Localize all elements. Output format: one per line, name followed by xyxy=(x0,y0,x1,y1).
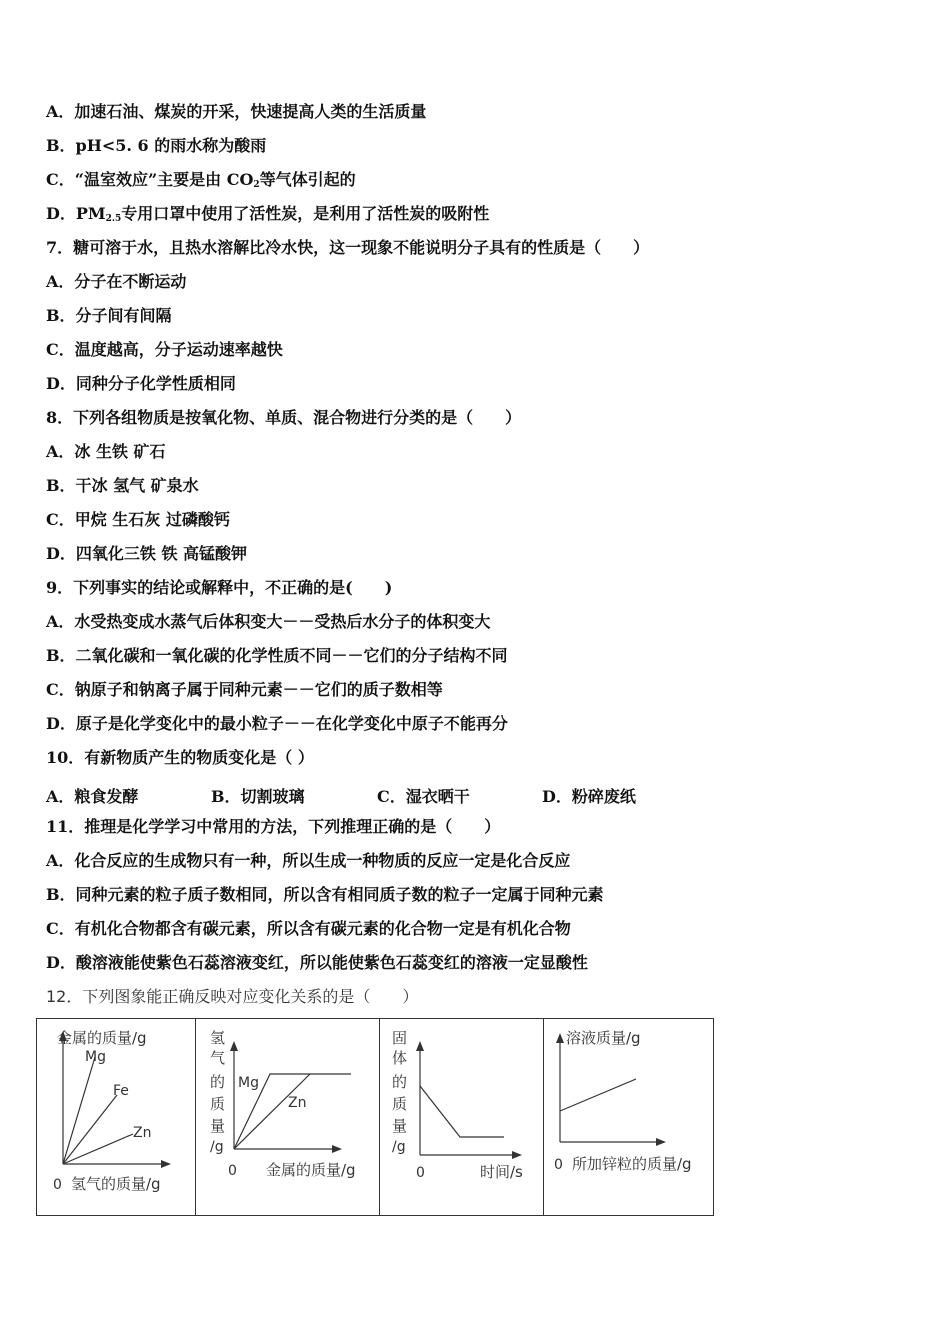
y-axis-label-char: 的 xyxy=(392,1073,408,1091)
y-axis-label-char: 体 xyxy=(392,1049,408,1067)
graph-solution-mass-vs-zinc xyxy=(544,1019,713,1215)
line-fe xyxy=(63,1095,117,1164)
pm-subscript: 2.5 xyxy=(105,214,122,224)
q6-option-d-rest: 专用口罩中使用了活性炭，是利用了活性炭的吸附性 xyxy=(121,204,490,223)
x-axis-arrow-icon xyxy=(332,1145,342,1153)
y-axis-label-char: 固 xyxy=(392,1029,408,1047)
q7-option-b: B．分子间有间隔 xyxy=(46,306,172,325)
line-zn xyxy=(63,1134,133,1164)
origin-label: 0 xyxy=(228,1163,237,1179)
q6-option-b: B．pH<5. 6 的雨水称为酸雨 xyxy=(46,136,267,155)
q11-option-d: D．酸溶液能使紫色石蕊溶液变红，所以能使紫色石蕊变红的溶液一定显酸性 xyxy=(46,953,588,972)
q9-option-c: C．钠原子和钠离子属于同种元素－－它们的质子数相等 xyxy=(46,680,443,699)
origin-label: 0 xyxy=(554,1157,563,1173)
x-axis-label: 氢气的质量/g xyxy=(71,1175,161,1193)
x-axis-label: 所加锌粒的质量/g xyxy=(572,1155,692,1173)
q8-option-c: C．甲烷 生石灰 过磷酸钙 xyxy=(46,510,230,529)
q9-option-a: A．水受热变成水蒸气后体积变大－－受热后水分子的体积变大 xyxy=(46,612,491,631)
y-axis-arrow-icon xyxy=(416,1041,424,1051)
series-label-fe: Fe xyxy=(113,1083,129,1099)
q7-option-a: A．分子在不断运动 xyxy=(46,272,187,291)
series-label-mg: Mg xyxy=(238,1075,259,1091)
q10-option-c: C．湿衣晒干 xyxy=(377,787,470,806)
q9-option-b: B．二氧化碳和一氧化碳的化学性质不同－－它们的分子结构不同 xyxy=(46,646,508,665)
y-axis-label-char: 质 xyxy=(210,1095,226,1113)
q11-option-a: A．化合反应的生成物只有一种，所以生成一种物质的反应一定是化合反应 xyxy=(46,851,571,870)
q10-option-a: A．粮食发酵 xyxy=(46,787,139,806)
y-axis-label-char: 质 xyxy=(392,1095,408,1113)
x-axis-label: 金属的质量/g xyxy=(266,1161,356,1179)
origin-label: 0 xyxy=(416,1165,425,1181)
q10-option-d: D．粉碎废纸 xyxy=(542,787,636,806)
line-mg xyxy=(63,1057,95,1164)
origin-label: 0 xyxy=(53,1177,62,1193)
q10-option-b: B．切割玻璃 xyxy=(211,787,305,806)
q8-stem: 8．下列各组物质是按氧化物、单质、混合物进行分类的是（ ） xyxy=(46,408,522,427)
y-axis-label-char: /g xyxy=(392,1139,406,1155)
y-axis-arrow-icon xyxy=(556,1033,564,1043)
y-axis-label-char: 量 xyxy=(210,1117,226,1135)
q9-stem: 9．下列事实的结论或解释中，不正确的是( ) xyxy=(46,578,393,597)
x-axis-label: 时间/s xyxy=(480,1163,523,1181)
q6-option-d xyxy=(46,204,489,229)
series-label-zn: Zn xyxy=(288,1095,307,1111)
y-axis-label-char: /g xyxy=(210,1139,224,1155)
q12-figure xyxy=(36,1018,714,1216)
q12-stem: 12．下列图象能正确反映对应变化关系的是（ ） xyxy=(46,987,419,1006)
y-axis-label-char: 量 xyxy=(392,1117,408,1135)
line-solution-mass xyxy=(560,1079,636,1111)
q6-option-c-rest: 等气体引起的 xyxy=(259,170,356,189)
q9-option-d: D．原子是化学变化中的最小粒子－－在化学变化中原子不能再分 xyxy=(46,714,508,733)
y-axis-label: 溶液质量/g xyxy=(566,1029,641,1047)
x-axis-arrow-icon xyxy=(161,1160,171,1168)
y-axis-arrow-icon xyxy=(230,1041,238,1051)
q10-stem: 10．有新物质产生的物质变化是（ ） xyxy=(46,748,314,767)
series-label-zn: Zn xyxy=(133,1125,152,1141)
x-axis-arrow-icon xyxy=(656,1138,666,1146)
y-axis-label-char: 气 xyxy=(210,1049,226,1067)
q11-option-b: B．同种元素的粒子质子数相同，所以含有相同质子数的粒子一定属于同种元素 xyxy=(46,885,604,904)
series-label-mg: Mg xyxy=(85,1049,106,1065)
q7-option-d: D．同种分子化学性质相同 xyxy=(46,374,236,393)
q8-option-d: D．四氧化三铁 铁 高锰酸钾 xyxy=(46,544,248,563)
y-axis-label: 金属的质量/g xyxy=(57,1029,147,1047)
q6-option-c-text: C．“温室效应”主要是由 CO xyxy=(46,170,254,189)
line-solid-mass xyxy=(420,1086,504,1137)
q11-stem: 11．推理是化学学习中常用的方法，下列推理正确的是（ ） xyxy=(46,817,501,836)
q6-option-c xyxy=(46,170,356,195)
q6-option-d-text: D．PM xyxy=(46,204,106,223)
q8-option-b: B．干冰 氢气 矿泉水 xyxy=(46,476,199,495)
x-axis-arrow-icon xyxy=(512,1151,522,1159)
graph-hydrogen-vs-metal xyxy=(196,1019,379,1215)
graph-solid-mass-vs-time xyxy=(380,1019,543,1215)
y-axis-label-char: 氢 xyxy=(210,1029,226,1047)
q11-option-c: C．有机化合物都含有碳元素，所以含有碳元素的化合物一定是有机化合物 xyxy=(46,919,571,938)
q6-option-a: A．加速石油、煤炭的开采，快速提高人类的生活质量 xyxy=(46,102,427,121)
y-axis-label-char: 的 xyxy=(210,1073,226,1091)
q8-option-a: A．冰 生铁 矿石 xyxy=(46,442,166,461)
co2-subscript: 2 xyxy=(253,180,260,190)
q7-option-c: C．温度越高，分子运动速率越快 xyxy=(46,340,283,359)
graph-metal-vs-hydrogen xyxy=(37,1019,195,1215)
q7-stem: 7．糖可溶于水，且热水溶解比冷水快，这一现象不能说明分子具有的性质是（ ） xyxy=(46,238,650,257)
